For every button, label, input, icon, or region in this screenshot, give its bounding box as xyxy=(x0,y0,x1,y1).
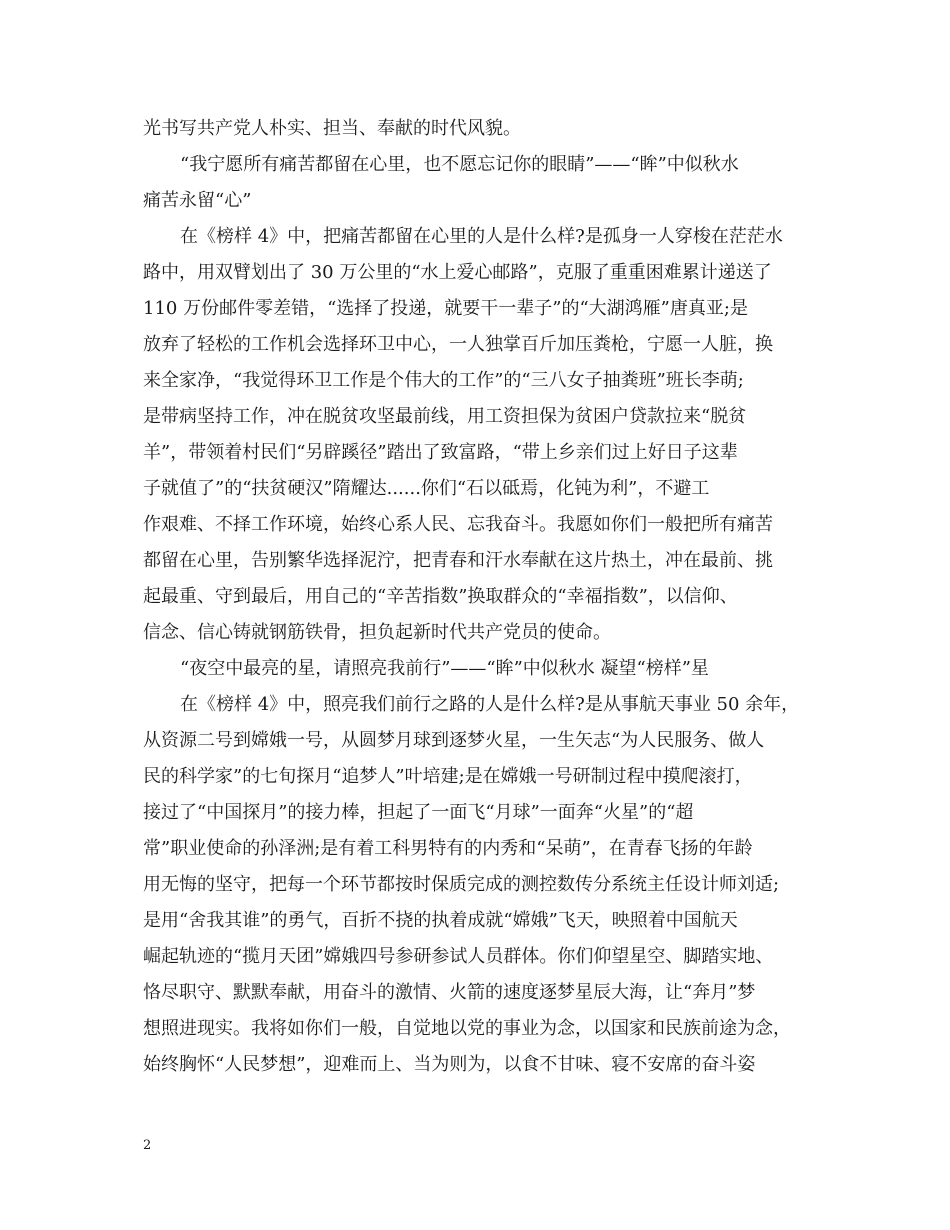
text-line: 信念、信心铸就钢筋铁骨，担负起新时代共产党员的使命。 xyxy=(143,622,611,643)
section-heading-line: “夜空中最亮的星，请照亮我前行”——“眸”中似秋水 凝望“榜样”星 xyxy=(180,658,709,679)
section-heading-line: “我宁愿所有痛苦都留在心里，也不愿忘记你的眼睛”——“眸”中似秋水 xyxy=(180,154,739,175)
text-line: 子就值了”的“扶贫硬汉”隋耀达......你们“石以砥焉，化钝为利”，不避工 xyxy=(143,478,710,499)
text-line: 从资源二号到嫦娥一号，从圆梦月球到逐梦火星，一生矢志“为人民服务、做人 xyxy=(143,730,765,751)
text-line: 路中，用双臂划出了 30 万公里的“水上爱心邮路”，克服了重重困难累计递送了 xyxy=(143,262,772,283)
text-line: 民的科学家”的七旬探月“追梦人”叶培建;是在嫦娥一号研制过程中摸爬滚打， xyxy=(143,766,753,787)
text-line: 在《榜样 4》中，照亮我们前行之路的人是什么样?是从事航天事业 50 余年， xyxy=(180,694,800,715)
page-number: 2 xyxy=(143,1138,152,1153)
text-line: 崛起轨迹的“揽月天团”嫦娥四号参研参试人员群体。你们仰望星空、脚踏实地、 xyxy=(143,946,774,967)
text-line: 是带病坚持工作，冲在脱贫攻坚最前线，用工资担保为贫困户贷款拉来“脱贫 xyxy=(143,406,747,427)
text-line: 想照进现实。我将如你们一般，自觉地以党的事业为念，以国家和民族前途为念， xyxy=(143,1018,791,1039)
text-line: 放弃了轻松的工作机会选择环卫中心，一人独掌百斤加压粪枪，宁愿一人脏，换 xyxy=(143,334,773,355)
text-line: 光书写共产党人朴实、担当、奉献的时代风貌。 xyxy=(143,118,521,139)
text-line: 来全家净，“我觉得环卫工作是个伟大的工作”的“三八女子抽粪班”班长李萌; xyxy=(143,370,744,391)
text-line: 羊”，带领着村民们“另辟蹊径”踏出了致富路，“带上乡亲们过上好日子这辈 xyxy=(143,442,738,463)
text-line: 作艰难、不择工作环境，始终心系人民、忘我奋斗。我愿如你们一般把所有痛苦 xyxy=(143,514,773,535)
text-line: 都留在心里，告别繁华选择泥泞，把青春和汗水奉献在这片热土，冲在最前、挑 xyxy=(143,550,773,571)
text-line: 是用“舍我其谁”的勇气，百折不挠的执着成就“嫦娥”飞天，映照着中国航天 xyxy=(143,910,738,931)
text-line: 接过了“中国探月”的接力棒，担起了一面飞“月球”一面奔“火星”的“超 xyxy=(143,802,694,823)
text-line: 110 万份邮件零差错，“选择了投递，就要干一辈子”的“大湖鸿雁”唐真亚;是 xyxy=(143,298,748,319)
text-line: 用无悔的坚守，把每一个环节都按时保质完成的测控数传分系统主任设计师刘适; xyxy=(143,874,780,895)
text-line: 始终胸怀“人民梦想”，迎难而上、当为则为，以食不甘味、寝不安席的奋斗姿 xyxy=(143,1054,756,1075)
text-line: 起最重、守到最后，用自己的“辛苦指数”换取群众的“幸福指数”，以信仰、 xyxy=(143,586,738,607)
text-line: 常”职业使命的孙泽洲;是有着工科男特有的内秀和“呆萌”，在青春飞扬的年龄 xyxy=(143,838,753,859)
text-line: 在《榜样 4》中，把痛苦都留在心里的人是什么样?是孤身一人穿梭在茫茫水 xyxy=(180,226,783,247)
text-line: 恪尽职守、默默奉献，用奋斗的激情、火箭的速度逐梦星辰大海，让“奔月”梦 xyxy=(143,982,756,1003)
section-heading-line: 痛苦永留“心” xyxy=(143,190,252,211)
